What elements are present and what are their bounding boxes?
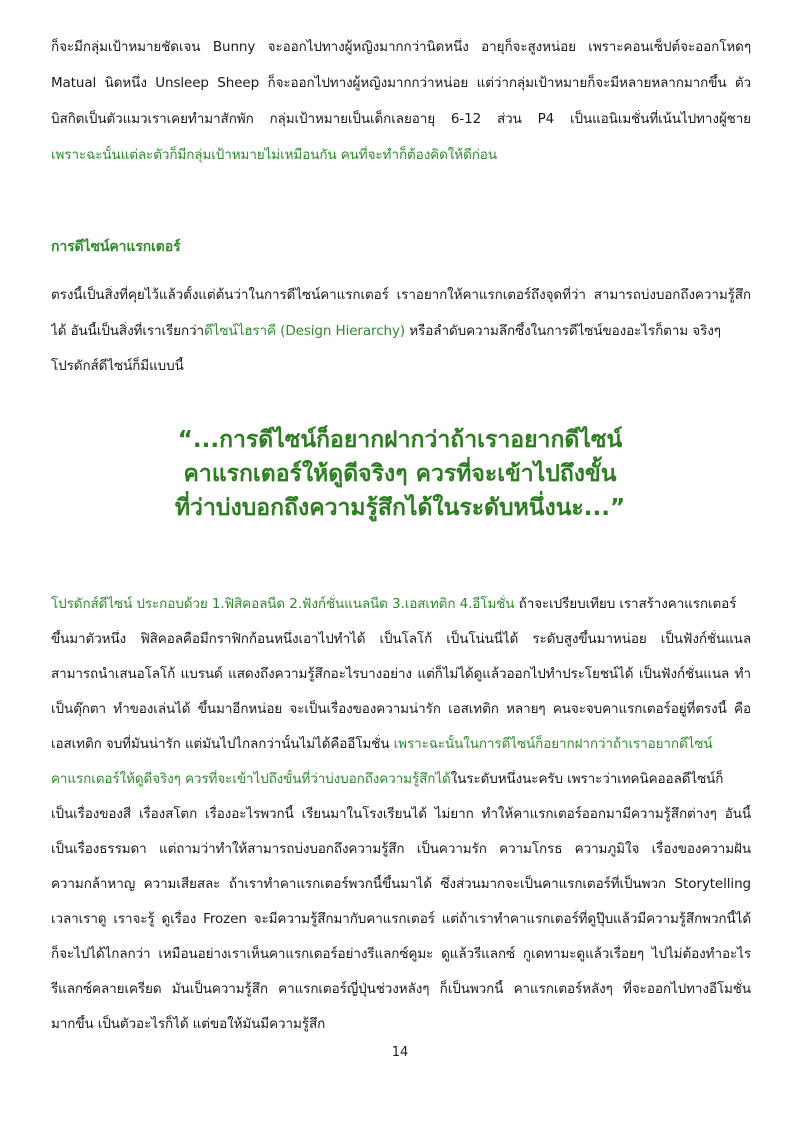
paragraph-line: ก็จะมีกลุ่มเป้าหมายชัดเจน Bunny จะออกไปทางผู้หญิงมากกว่านิดหนึ่ง อายุก็จะสูงหน่อย เพราะคอนเซ็ปต์จะออกโหดๆ xyxy=(51,39,751,55)
text-segment: ได้ อันนี้เป็นสิ่งที่เราเรียกว่า xyxy=(51,323,205,339)
paragraph-line: โปรดักส์ดีไซน์ก็มีแบบนี้ xyxy=(51,358,184,374)
page-number: 14 xyxy=(391,1045,409,1060)
paragraph-line: Matual นิดหนึ่ง Unsleep Sheep ก็จะออกไปทางผู้หญิงมากกว่าหน่อย แต่ว่ากลุ่มเป้าหมายก็จะมีหลายหลากมากขึ้น ตัว xyxy=(51,75,751,91)
paragraph-line: ความกล้าหาญ ความเสียสละ ถ้าเราทำคาแรกเตอร์พวกนี้ขึ้นมาได้ ซึ่งส่วนมากจะเป็นคาแรกเตอร์ที่เป็นพวก Storytelling xyxy=(51,876,751,892)
pull-quote-line: “...การดีไซน์ก็อยากฝากว่าถ้าเราอยากดีไซน์ xyxy=(177,427,623,453)
paragraph-line: ก็จะไปได้ไกลกว่า เหมือนอย่างเราเห็นคาแรกเตอร์อย่างรีแลกซ์คูมะ ดูแล้วรีแลกซ์ กูเดทามะดูแล้วเรื่อยๆ ไปไม่ต้องทำอะไร xyxy=(51,946,751,962)
paragraph-line: ตรงนี้เป็นสิ่งที่คุยไว้แล้วตั้งแต่ต้นว่าในการดีไซน์คาแรกเตอร์ เราอยากให้คาแรกเตอร์ถึงจุดที่ว่า สามารถบ่งบอกถึงความรู้สึก xyxy=(51,287,751,303)
paragraph-line: บิสกิตเป็นตัวแมวเราเคยทำมาสักพัก กลุ่มเป้าหมายเป็นเด็กเลยอายุ 6-12 ส่วน P4 เป็นแอนิเมชั่นที่เน้นไปทางผู้ชาย xyxy=(51,111,751,127)
paragraph-line: เวลาเราดู เราจะรู้ ดูเรื่อง Frozen จะมีความรู้สึกมากับคาแรกเตอร์ แต่ถ้าเราทำคาแรกเตอร์ที่ดูปุ๊บแล้วมีความรู้สึกพวกนี้ได้ xyxy=(51,911,751,927)
paragraph-line xyxy=(51,735,751,753)
text-segment: ในระดับหนึ่งนะครับ เพราะว่าเทคนิคออลดีไซน์ก็ xyxy=(450,771,724,787)
design-hierarchy-term: ดีไซน์ไฮราคี (Design Hierarchy) xyxy=(204,323,406,339)
highlight-line: เพราะฉะนั้นแต่ละตัวก็มีกลุ่มเป้าหมายไม่เหมือนกัน คนที่จะทำก็ต้องคิดให้ดีก่อน xyxy=(51,147,497,163)
paragraph-line: เป็นตุ๊กตา ทำของเล่นได้ ขึ้นมาอีกหน่อย จะเป็นเรื่องของความน่ารัก เอสเทติก หลายๆ คนจะจบคาแรกเตอร์อยู่ที่ตรงนี้ คือ xyxy=(51,701,751,717)
paragraph-line: รีแลกซ์คลายเครียด มันเป็นความรู้สึก คาแรกเตอร์ญี่ปุ่นช่วงหลังๆ ก็เป็นพวกนี้ คาแรกเตอร์หลังๆ ที่จะออกไปทางอีโมชั่น xyxy=(51,981,751,997)
paragraph-line: สามารถนำเสนอโลโก้ แบรนด์ แสดงถึงความรู้สึกอะไรบางอย่าง แต่ก็ไม่ได้ดูแล้วออกไปทำประโยชน์ได้ เป็นฟังก์ชั่นแนล ทำ xyxy=(51,666,751,682)
paragraph-line: ขึ้นมาตัวหนึ่ง ฟิสิคอลคือมีกราฟิกก้อนหนึ่งเอาไปทำได้ เป็นโลโก้ เป็นโน่นนี่ได้ ระดับสูงขึ้นมาหน่อย เป็นฟังก์ชั่นแนล xyxy=(51,631,751,647)
highlight-segment: คาแรกเตอร์ให้ดูดีจริงๆ ควรที่จะเข้าไปถึงขั้นที่ว่าบ่งบอกถึงความรู้สึกได้ xyxy=(51,771,451,787)
paragraph-line xyxy=(51,595,751,613)
paragraph-line: มากขึ้น เป็นตัวอะไรก็ได้ แต่ขอให้มันมีความรู้สึก xyxy=(51,1016,326,1032)
text-segment: หรือลำดับความลึกซึ้งในการดีไซน์ของอะไรก็ตาม จริงๆ xyxy=(405,323,721,339)
paragraph-line xyxy=(51,322,751,340)
product-design-list: โปรดักส์ดีไซน์ ประกอบด้วย 1.ฟิสิคอลนีด 2.ฟังก์ชั่นแนลนีด 3.เอสเทติก 4.อีโมชั่น xyxy=(51,596,515,612)
paragraph-line: เป็นเรื่องของสี เรื่องสโตก เรื่องอะไรพวกนี้ เรียนมาในโรงเรียนได้ ไม่ยาก ทำให้คาแรกเตอร์ออกมามีความรู้สึกต่างๆ อันนี้ xyxy=(51,806,751,822)
section-heading: การดีไซน์คาแรกเตอร์ xyxy=(51,239,181,255)
text-segment: เอสเทติก จบที่มันน่ารัก แต่มันไปไกลกว่านั้นไม่ได้คืออีโมชั่น xyxy=(51,736,394,752)
highlight-segment: เพราะฉะนั้นในการดีไซน์ก็อยากฝากว่าถ้าเราอยากดีไซน์ xyxy=(393,736,713,752)
paragraph-line xyxy=(51,770,751,788)
text-segment: ถ้าจะเปรียบเทียบ เราสร้างคาแรกเตอร์ xyxy=(514,596,737,612)
pull-quote-line: คาแรกเตอร์ให้ดูดีจริงๆ ควรที่จะเข้าไปถึงขั้น xyxy=(183,461,617,487)
pull-quote-line: ที่ว่าบ่งบอกถึงความรู้สึกได้ในระดับหนึ่งนะ...” xyxy=(174,495,626,521)
paragraph-line: เป็นเรื่องธรรมดา แต่ถามว่าทำให้สามารถบ่งบอกถึงความรู้สึก เป็นความรัก ความโกรธ ความภูมิใจ เรื่องของความฝัน xyxy=(51,841,751,857)
